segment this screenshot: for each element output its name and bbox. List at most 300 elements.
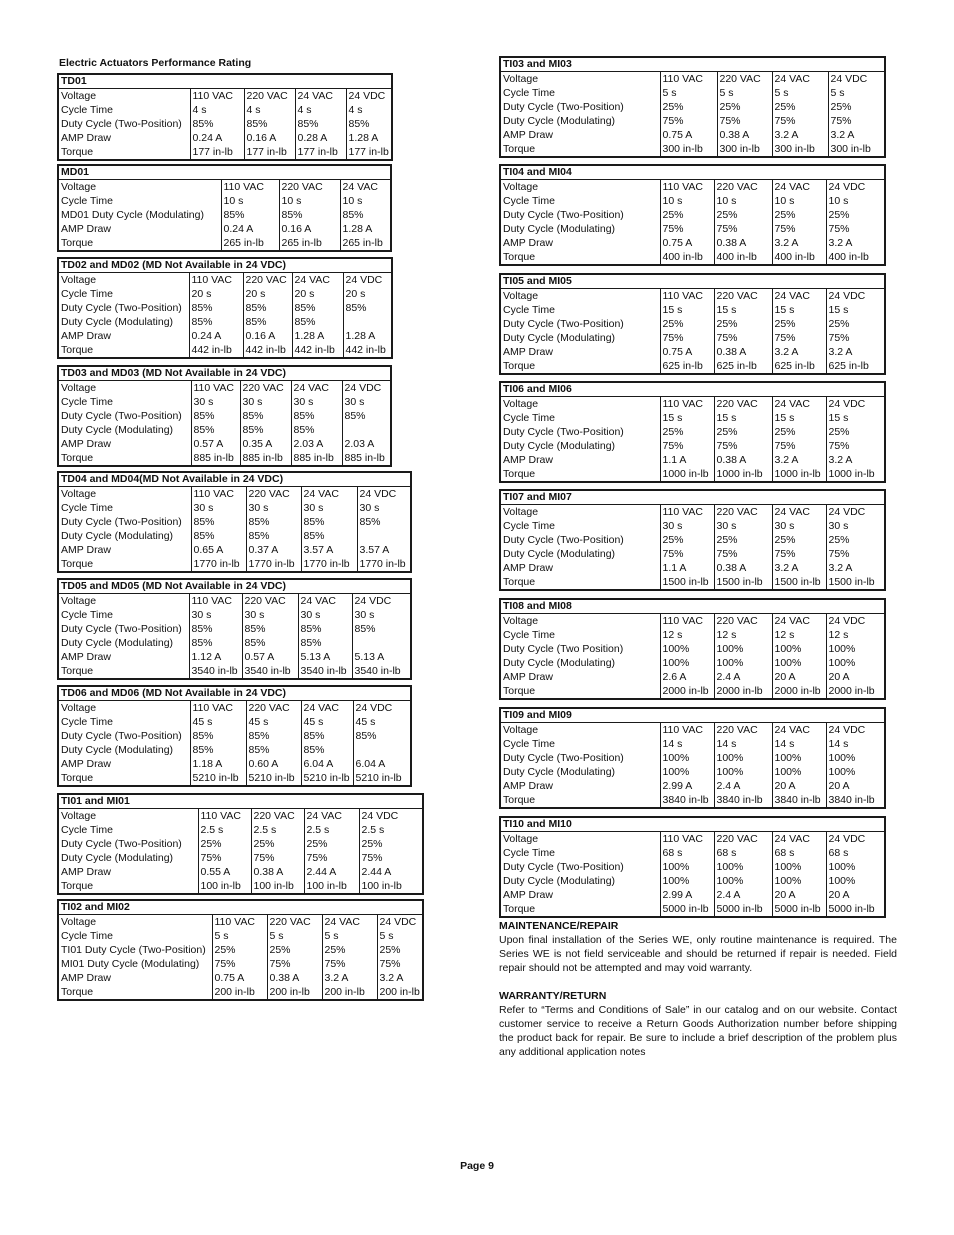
table-cell: 85% bbox=[189, 315, 243, 329]
table-cell: 12 s bbox=[714, 628, 772, 642]
table-cell: 220 VAC bbox=[714, 397, 772, 412]
table-cell: 85% bbox=[244, 117, 295, 131]
table-cell: 177 in-lb bbox=[295, 145, 346, 160]
table-cell: 30 s bbox=[298, 608, 352, 622]
table-cell: 85% bbox=[342, 409, 391, 423]
table-row bbox=[58, 451, 391, 466]
table-cell: 100% bbox=[714, 656, 772, 670]
table-cell: 885 in-lb bbox=[342, 451, 391, 466]
table-cell: 24 VAC bbox=[301, 701, 353, 716]
table-cell: 75% bbox=[714, 547, 772, 561]
table-cell: 200 in-lb bbox=[322, 985, 377, 1000]
row-label: TI01 Duty Cycle (Two-Position) bbox=[61, 943, 206, 956]
table-cell: 25% bbox=[660, 100, 717, 114]
table-cell: 3.2 A bbox=[826, 345, 885, 359]
table-row bbox=[500, 888, 885, 902]
table-cell: 0.75 A bbox=[660, 236, 714, 250]
table-row bbox=[500, 723, 885, 738]
row-label: Voltage bbox=[61, 915, 97, 928]
table-row bbox=[500, 737, 885, 751]
table-cell: 3.2 A bbox=[772, 345, 826, 359]
table-cell: 110 VAC bbox=[190, 701, 246, 716]
table-cell: 100% bbox=[772, 765, 826, 779]
table-row bbox=[58, 729, 411, 743]
table-cell: 2.6 A bbox=[660, 670, 714, 684]
table-cell: 85% bbox=[292, 315, 343, 329]
row-label: Torque bbox=[503, 684, 536, 697]
table-row bbox=[58, 381, 391, 396]
table-cell: 5000 in-lb bbox=[660, 902, 714, 917]
table-cell: 442 in-lb bbox=[343, 343, 392, 358]
table-cell: 85% bbox=[243, 301, 292, 315]
table-cell: 300 in-lb bbox=[660, 142, 717, 157]
table-cell: 100% bbox=[714, 874, 772, 888]
row-label: AMP Draw bbox=[61, 437, 111, 450]
table-row bbox=[58, 622, 411, 636]
table-cell: 10 s bbox=[826, 194, 885, 208]
table-cell: 85% bbox=[240, 423, 291, 437]
table-cell: 1500 in-lb bbox=[660, 575, 714, 590]
table-cell: 20 A bbox=[772, 888, 826, 902]
table-cell: 885 in-lb bbox=[191, 451, 240, 466]
table-cell: 10 s bbox=[660, 194, 714, 208]
table-cell: 177 in-lb bbox=[244, 145, 295, 160]
table-cell: 20 A bbox=[772, 670, 826, 684]
row-label: Voltage bbox=[503, 723, 539, 736]
row-label: Torque bbox=[61, 771, 94, 784]
table-cell: 85% bbox=[291, 409, 342, 423]
table-row bbox=[500, 289, 885, 304]
table-row bbox=[500, 453, 885, 467]
spec-table-td01 bbox=[57, 73, 393, 161]
table-row bbox=[58, 423, 391, 437]
table-cell: 85% bbox=[340, 208, 391, 222]
row-label: AMP Draw bbox=[503, 236, 553, 249]
table-cell: 24 VAC bbox=[772, 723, 826, 738]
table-row bbox=[58, 957, 423, 971]
table-cell: 25% bbox=[826, 425, 885, 439]
table-cell: 30 s bbox=[357, 501, 411, 515]
table-cell: 24 VAC bbox=[291, 381, 342, 396]
table-row bbox=[500, 439, 885, 453]
table-cell: 15 s bbox=[714, 303, 772, 317]
table-cell: 100% bbox=[826, 874, 885, 888]
row-label: AMP Draw bbox=[503, 561, 553, 574]
row-label: Torque bbox=[503, 359, 536, 372]
table-cell: 2000 in-lb bbox=[826, 684, 885, 699]
table-cell: 3.57 A bbox=[301, 543, 357, 557]
table-cell: 85% bbox=[291, 423, 342, 437]
table-cell: 85% bbox=[246, 515, 301, 529]
table-cell bbox=[352, 636, 411, 650]
table-cell: 220 VAC bbox=[246, 487, 301, 502]
row-label: Cycle Time bbox=[61, 287, 113, 300]
table-cell: 625 in-lb bbox=[826, 359, 885, 374]
row-label: Cycle Time bbox=[61, 929, 113, 942]
row-label: Duty Cycle (Modulating) bbox=[61, 743, 174, 756]
maintenance-section bbox=[499, 919, 897, 975]
table-cell: 265 in-lb bbox=[340, 236, 391, 251]
page-title: Electric Actuators Performance Rating bbox=[59, 57, 252, 69]
table-cell: 25% bbox=[660, 533, 714, 547]
table-cell: 85% bbox=[343, 301, 392, 315]
warranty-heading: WARRANTY/RETURN bbox=[499, 990, 607, 1002]
maintenance-text: Upon final installation of the Series WE, only routine maintenance is required. The Series WE is not field serviceable and should be returned if repair is needed. Field repair should not be attempted and may void warranty. bbox=[499, 934, 897, 974]
table-cell: 885 in-lb bbox=[291, 451, 342, 466]
row-label: AMP Draw bbox=[503, 779, 553, 792]
spec-table-td04 bbox=[57, 471, 412, 573]
row-label: Duty Cycle (Two-Position) bbox=[503, 100, 624, 113]
table-cell: 20 A bbox=[772, 779, 826, 793]
table-row bbox=[58, 851, 423, 865]
table-row bbox=[500, 793, 885, 808]
table-cell: 75% bbox=[304, 851, 359, 865]
table-cell: 75% bbox=[212, 957, 267, 971]
row-label: Duty Cycle (Two-Position) bbox=[61, 117, 182, 130]
table-cell: 110 VAC bbox=[221, 180, 279, 195]
table-cell: 2.44 A bbox=[304, 865, 359, 879]
table-cell: 25% bbox=[660, 208, 714, 222]
table-title: TI03 and MI03 bbox=[500, 57, 885, 72]
row-label: Cycle Time bbox=[61, 823, 113, 836]
table-cell: 5 s bbox=[212, 929, 267, 943]
table-cell: 100% bbox=[660, 874, 714, 888]
table-row bbox=[500, 236, 885, 250]
table-cell: 3540 in-lb bbox=[298, 664, 352, 679]
table-row bbox=[500, 142, 885, 157]
table-cell: 0.16 A bbox=[243, 329, 292, 343]
table-cell: 220 VAC bbox=[714, 289, 772, 304]
table-cell: 220 VAC bbox=[267, 915, 322, 930]
table-cell: 25% bbox=[828, 100, 885, 114]
table-cell: 25% bbox=[772, 317, 826, 331]
table-cell: 6.04 A bbox=[353, 757, 411, 771]
table-row bbox=[500, 547, 885, 561]
maintenance-heading: MAINTENANCE/REPAIR bbox=[499, 920, 619, 932]
row-label: Duty Cycle (Two-Position) bbox=[503, 208, 624, 221]
table-cell: 3.2 A bbox=[772, 128, 828, 142]
row-label: Cycle Time bbox=[61, 715, 113, 728]
table-cell: 2.5 s bbox=[304, 823, 359, 837]
table-cell: 25% bbox=[322, 943, 377, 957]
table-row bbox=[500, 194, 885, 208]
table-cell: 75% bbox=[660, 547, 714, 561]
table-row bbox=[58, 664, 411, 679]
table-cell: 75% bbox=[660, 114, 717, 128]
table-cell: 3840 in-lb bbox=[826, 793, 885, 808]
table-cell: 30 s bbox=[660, 519, 714, 533]
table-row bbox=[58, 529, 411, 543]
spec-table-td03 bbox=[57, 365, 392, 467]
table-cell: 25% bbox=[660, 317, 714, 331]
table-cell: 110 VAC bbox=[190, 89, 244, 104]
table-cell: 10 s bbox=[340, 194, 391, 208]
table-cell: 110 VAC bbox=[660, 180, 714, 195]
table-cell: 0.65 A bbox=[191, 543, 246, 557]
table-row bbox=[500, 72, 885, 87]
table-cell: 24 VDC bbox=[826, 723, 885, 738]
table-cell: 85% bbox=[295, 117, 346, 131]
table-cell: 30 s bbox=[240, 395, 291, 409]
row-label: Torque bbox=[61, 879, 94, 892]
row-label: Voltage bbox=[61, 180, 97, 193]
table-cell: 1000 in-lb bbox=[826, 467, 885, 482]
row-label: Duty Cycle (Modulating) bbox=[503, 874, 616, 887]
table-cell: 2.44 A bbox=[359, 865, 423, 879]
row-label: Cycle Time bbox=[61, 608, 113, 621]
table-cell: 45 s bbox=[246, 715, 301, 729]
table-cell: 75% bbox=[826, 547, 885, 561]
table-title: TI06 and MI06 bbox=[500, 382, 885, 397]
table-cell: 5210 in-lb bbox=[190, 771, 246, 786]
table-title: TD03 and MD03 (MD Not Available in 24 VDC) bbox=[58, 366, 391, 381]
table-cell: 0.28 A bbox=[295, 131, 346, 145]
table-cell: 2.5 s bbox=[251, 823, 304, 837]
table-cell: 0.16 A bbox=[244, 131, 295, 145]
table-cell: 85% bbox=[301, 743, 353, 757]
table-cell: 100% bbox=[714, 642, 772, 656]
table-cell: 400 in-lb bbox=[772, 250, 826, 265]
table-row bbox=[58, 315, 392, 329]
table-row bbox=[58, 180, 391, 195]
table-cell: 14 s bbox=[660, 737, 714, 751]
table-cell: 220 VAC bbox=[243, 273, 292, 288]
table-cell: 85% bbox=[189, 301, 243, 315]
table-cell: 30 s bbox=[242, 608, 298, 622]
table-row bbox=[58, 915, 423, 930]
warranty-text: Refer to “Terms and Conditions of Sale” in our catalog and on our website. Contact customer service to receive a Return Goods Authorization number before shipping the product back for repair. Be sure to include a brief description of the problem plus any additional application notes bbox=[499, 1004, 897, 1058]
table-cell: 3.2 A bbox=[826, 561, 885, 575]
row-label: Torque bbox=[503, 902, 536, 915]
table-cell: 10 s bbox=[221, 194, 279, 208]
table-cell: 177 in-lb bbox=[190, 145, 244, 160]
row-label: AMP Draw bbox=[503, 128, 553, 141]
table-cell: 0.38 A bbox=[714, 345, 772, 359]
row-label: Cycle Time bbox=[503, 519, 555, 532]
table-cell: 85% bbox=[353, 729, 411, 743]
table-cell: 0.37 A bbox=[246, 543, 301, 557]
table-cell: 85% bbox=[190, 117, 244, 131]
row-label: Cycle Time bbox=[61, 501, 113, 514]
row-label: Duty Cycle (Modulating) bbox=[61, 636, 174, 649]
table-cell: 1000 in-lb bbox=[772, 467, 826, 482]
row-label: Duty Cycle (Modulating) bbox=[503, 114, 616, 127]
table-cell: 5.13 A bbox=[352, 650, 411, 664]
table-cell: 5 s bbox=[772, 86, 828, 100]
table-cell: 75% bbox=[714, 222, 772, 236]
table-row bbox=[500, 467, 885, 482]
table-cell: 300 in-lb bbox=[772, 142, 828, 157]
row-label: AMP Draw bbox=[503, 345, 553, 358]
table-cell: 85% bbox=[292, 301, 343, 315]
table-cell: 68 s bbox=[772, 846, 826, 860]
table-row bbox=[58, 487, 411, 502]
table-cell: 24 VAC bbox=[295, 89, 346, 104]
table-row bbox=[58, 594, 411, 609]
row-label: Duty Cycle (Modulating) bbox=[503, 222, 616, 235]
table-cell: 5000 in-lb bbox=[772, 902, 826, 917]
table-cell: 110 VAC bbox=[660, 72, 717, 87]
table-cell: 24 VAC bbox=[772, 614, 826, 629]
table-cell: 100 in-lb bbox=[198, 879, 251, 894]
row-label: Voltage bbox=[61, 381, 97, 394]
row-label: Torque bbox=[61, 236, 94, 249]
spec-table-ti10 bbox=[499, 816, 886, 918]
table-cell: 75% bbox=[660, 331, 714, 345]
table-row bbox=[58, 715, 411, 729]
table-row bbox=[58, 409, 391, 423]
table-cell: 3.2 A bbox=[772, 453, 826, 467]
table-row bbox=[58, 809, 423, 824]
table-row bbox=[500, 411, 885, 425]
table-cell: 1000 in-lb bbox=[714, 467, 772, 482]
table-cell: 85% bbox=[240, 409, 291, 423]
table-cell: 30 s bbox=[291, 395, 342, 409]
row-label: Torque bbox=[503, 793, 536, 806]
table-cell: 220 VAC bbox=[240, 381, 291, 396]
table-cell: 24 VAC bbox=[292, 273, 343, 288]
table-cell: 85% bbox=[191, 423, 240, 437]
table-cell: 100% bbox=[826, 642, 885, 656]
row-label: Cycle Time bbox=[503, 846, 555, 859]
table-cell: 75% bbox=[772, 547, 826, 561]
table-cell: 0.57 A bbox=[191, 437, 240, 451]
row-label: Torque bbox=[503, 250, 536, 263]
table-cell: 25% bbox=[660, 425, 714, 439]
row-label: Duty Cycle (Modulating) bbox=[503, 331, 616, 344]
table-cell: 75% bbox=[772, 439, 826, 453]
table-cell: 24 VAC bbox=[772, 832, 826, 847]
table-row bbox=[58, 287, 392, 301]
row-label: Cycle Time bbox=[503, 303, 555, 316]
table-cell: 100% bbox=[826, 751, 885, 765]
table-cell: 1000 in-lb bbox=[660, 467, 714, 482]
table-row bbox=[500, 317, 885, 331]
table-cell: 14 s bbox=[714, 737, 772, 751]
table-cell: 2000 in-lb bbox=[660, 684, 714, 699]
table-cell: 1.28 A bbox=[346, 131, 392, 145]
table-cell: 24 VAC bbox=[340, 180, 391, 195]
table-cell: 75% bbox=[772, 114, 828, 128]
table-row bbox=[58, 194, 391, 208]
row-label: AMP Draw bbox=[61, 222, 111, 235]
table-cell: 24 VDC bbox=[826, 180, 885, 195]
table-cell: 2000 in-lb bbox=[714, 684, 772, 699]
table-row bbox=[500, 397, 885, 412]
row-label: Cycle Time bbox=[503, 411, 555, 424]
table-cell: 20 A bbox=[826, 888, 885, 902]
table-row bbox=[58, 757, 411, 771]
table-cell: 110 VAC bbox=[660, 289, 714, 304]
spec-table-td06 bbox=[57, 685, 412, 787]
table-cell bbox=[357, 529, 411, 543]
table-row bbox=[500, 519, 885, 533]
table-cell: 2.4 A bbox=[714, 670, 772, 684]
spec-table-ti01 bbox=[57, 793, 424, 895]
table-cell: 0.75 A bbox=[660, 345, 714, 359]
spec-table-ti09 bbox=[499, 707, 886, 809]
table-row bbox=[500, 846, 885, 860]
table-row bbox=[58, 103, 392, 117]
table-row bbox=[500, 533, 885, 547]
table-cell: 220 VAC bbox=[714, 614, 772, 629]
row-label: AMP Draw bbox=[61, 650, 111, 663]
table-cell: 30 s bbox=[189, 608, 242, 622]
table-cell: 6.04 A bbox=[301, 757, 353, 771]
spec-table-md01 bbox=[57, 164, 392, 252]
table-cell: 75% bbox=[198, 851, 251, 865]
table-cell: 25% bbox=[198, 837, 251, 851]
table-row bbox=[58, 701, 411, 716]
table-cell: 12 s bbox=[660, 628, 714, 642]
table-cell: 5210 in-lb bbox=[353, 771, 411, 786]
spec-table-ti03 bbox=[499, 56, 886, 158]
table-row bbox=[58, 515, 411, 529]
table-cell: 75% bbox=[772, 222, 826, 236]
table-row bbox=[500, 684, 885, 699]
table-cell: 45 s bbox=[353, 715, 411, 729]
table-cell: 110 VAC bbox=[189, 594, 242, 609]
table-cell: 30 s bbox=[352, 608, 411, 622]
table-cell: 85% bbox=[357, 515, 411, 529]
table-cell: 5 s bbox=[267, 929, 322, 943]
table-cell: 24 VDC bbox=[377, 915, 423, 930]
table-cell: 85% bbox=[301, 515, 357, 529]
table-cell: 3.57 A bbox=[357, 543, 411, 557]
table-cell: 2.03 A bbox=[291, 437, 342, 451]
table-cell: 30 s bbox=[191, 501, 246, 515]
table-title: TD06 and MD06 (MD Not Available in 24 VDC) bbox=[58, 686, 411, 701]
table-row bbox=[500, 670, 885, 684]
table-row bbox=[58, 743, 411, 757]
spec-table-ti04 bbox=[499, 164, 886, 266]
table-row bbox=[58, 145, 392, 160]
table-cell: 85% bbox=[243, 315, 292, 329]
table-row bbox=[500, 180, 885, 195]
table-cell: 0.38 A bbox=[714, 236, 772, 250]
table-cell: 100 in-lb bbox=[304, 879, 359, 894]
table-cell: 75% bbox=[826, 222, 885, 236]
table-cell: 2.99 A bbox=[660, 779, 714, 793]
table-cell: 25% bbox=[212, 943, 267, 957]
table-cell: 0.75 A bbox=[212, 971, 267, 985]
table-title: TD01 bbox=[58, 74, 392, 89]
table-cell: 400 in-lb bbox=[826, 250, 885, 265]
table-cell: 0.38 A bbox=[714, 453, 772, 467]
table-cell: 3.2 A bbox=[377, 971, 423, 985]
table-row bbox=[58, 395, 391, 409]
table-row bbox=[500, 222, 885, 236]
table-row bbox=[500, 359, 885, 374]
spec-table-ti05 bbox=[499, 273, 886, 375]
row-label: AMP Draw bbox=[61, 971, 111, 984]
table-cell: 24 VAC bbox=[772, 289, 826, 304]
table-cell: 0.38 A bbox=[714, 561, 772, 575]
table-cell: 220 VAC bbox=[279, 180, 340, 195]
table-cell: 5.13 A bbox=[298, 650, 352, 664]
table-cell: 85% bbox=[190, 743, 246, 757]
table-cell: 25% bbox=[251, 837, 304, 851]
table-cell: 24 VDC bbox=[346, 89, 392, 104]
table-cell: 3540 in-lb bbox=[352, 664, 411, 679]
row-label: Voltage bbox=[503, 397, 539, 410]
spec-table-ti06 bbox=[499, 381, 886, 483]
table-cell: 30 s bbox=[342, 395, 391, 409]
table-cell: 110 VAC bbox=[198, 809, 251, 824]
table-cell: 442 in-lb bbox=[189, 343, 243, 358]
spec-table-ti02 bbox=[57, 899, 424, 1001]
table-cell: 1770 in-lb bbox=[357, 557, 411, 572]
